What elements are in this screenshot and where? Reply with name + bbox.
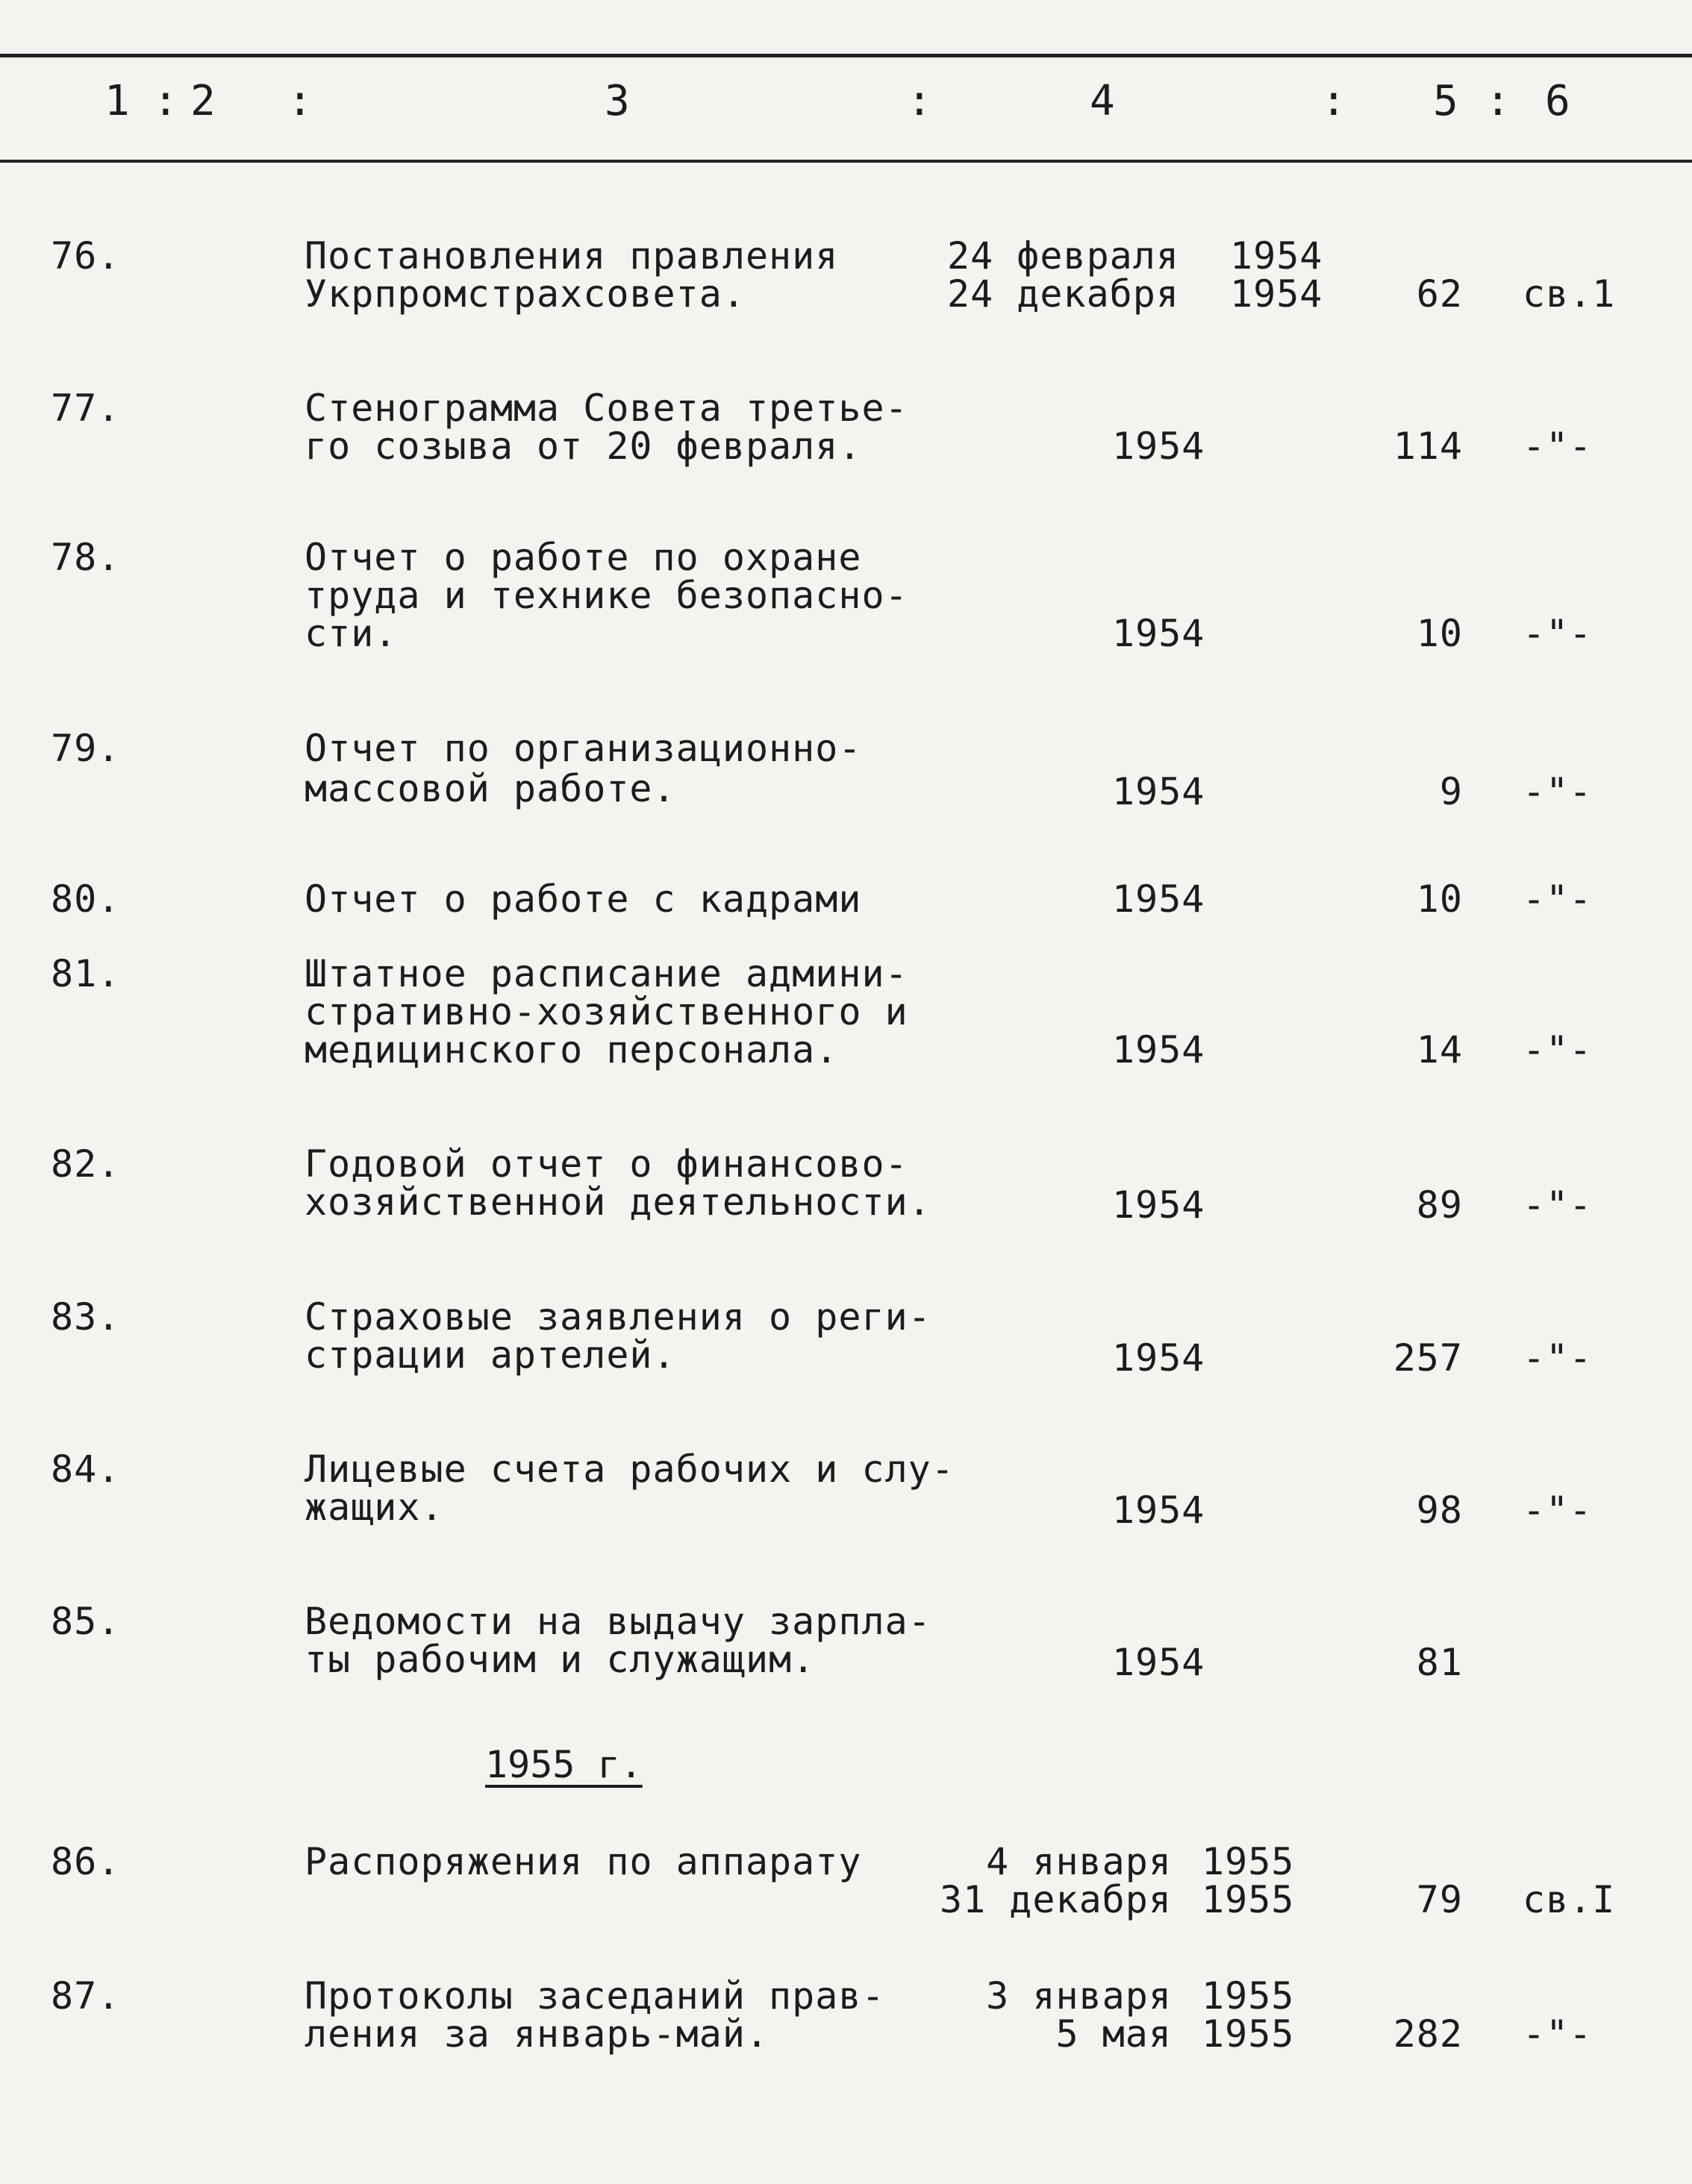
row-sheet-count: 282	[1393, 2012, 1463, 2056]
column-header-1: 1	[104, 77, 130, 125]
column-separator: :	[1485, 77, 1511, 125]
row-title-line: го созыва от 20 февраля.	[305, 425, 862, 468]
row-title-line: Лицевые счета рабочих и слу-	[305, 1448, 955, 1491]
row-date-start-year: 1954	[1230, 234, 1323, 278]
row-sheet-count: 114	[1393, 425, 1463, 468]
row-title-line: стративно-хозяйственного и	[305, 990, 908, 1033]
row-note: -"-	[1523, 425, 1593, 468]
row-year: 1954	[1112, 1489, 1205, 1532]
row-note: -"-	[1523, 1028, 1593, 1071]
row-title-line: Распоряжения по аппарату	[305, 1840, 862, 1883]
row-note: -"-	[1523, 877, 1593, 921]
row-number: 76.	[51, 234, 121, 278]
row-number: 87.	[51, 1974, 121, 2018]
row-note: -"-	[1523, 1489, 1593, 1532]
column-separator: :	[153, 77, 178, 125]
header-top-rule	[0, 54, 1692, 57]
row-number: 82.	[51, 1142, 121, 1186]
row-year: 1954	[1112, 612, 1205, 655]
row-number: 86.	[51, 1840, 121, 1883]
row-note: -"-	[1523, 1183, 1593, 1227]
row-sheet-count: 62	[1416, 272, 1463, 316]
section-heading-1955: 1955 г.	[485, 1743, 643, 1786]
row-title-line: ты рабочим и служащим.	[305, 1638, 816, 1681]
row-title-line: Стенограмма Совета третье-	[305, 387, 908, 430]
row-number: 80.	[51, 877, 121, 921]
row-title-line: труда и технике безопасно-	[305, 574, 908, 617]
row-date-start: 4 января	[986, 1840, 1172, 1883]
column-header-3: 3	[605, 77, 630, 125]
row-title-line: Отчет о работе с кадрами	[305, 877, 862, 921]
row-sheet-count: 98	[1416, 1489, 1463, 1532]
column-header-4: 4	[1090, 77, 1115, 125]
row-year: 1954	[1112, 1641, 1205, 1684]
row-date-start: 24 февраля	[946, 234, 1179, 278]
header-bottom-rule	[0, 160, 1692, 163]
column-header-2: 2	[190, 77, 216, 125]
row-note: -"-	[1523, 2012, 1593, 2056]
row-year: 1954	[1112, 1183, 1205, 1227]
row-date-start-year: 1955	[1202, 1840, 1295, 1883]
row-sheet-count: 81	[1416, 1641, 1463, 1684]
row-title-line: ления за январь-май.	[305, 2012, 769, 2056]
row-title-line: Постановления правления	[305, 234, 839, 278]
row-sheet-count: 14	[1416, 1028, 1463, 1071]
column-separator: :	[1321, 77, 1346, 125]
row-title-line: хозяйственной деятельности.	[305, 1180, 931, 1224]
row-title-line: Штатное расписание админи-	[305, 952, 908, 995]
row-title-line: Укрпромстрахсовета.	[305, 272, 746, 316]
row-note: св.1	[1523, 272, 1616, 316]
row-date-end-year: 1954	[1230, 272, 1323, 316]
row-sheet-count: 89	[1416, 1183, 1463, 1227]
row-note: св.I	[1523, 1878, 1616, 1921]
row-number: 84.	[51, 1448, 121, 1491]
row-title-line: Отчет по организационно-	[305, 727, 862, 770]
row-sheet-count: 79	[1416, 1878, 1463, 1921]
column-header-6: 6	[1545, 77, 1570, 125]
row-year: 1954	[1112, 1336, 1205, 1380]
row-note: -"-	[1523, 612, 1593, 655]
row-year: 1954	[1112, 425, 1205, 468]
row-number: 81.	[51, 952, 121, 995]
row-note: -"-	[1523, 770, 1593, 813]
row-title-line: Протоколы заседаний прав-	[305, 1974, 885, 2018]
row-number: 85.	[51, 1600, 121, 1643]
row-date-end: 31 декабря	[939, 1878, 1172, 1921]
row-title-line: сти.	[305, 612, 398, 655]
row-title-line: Годовой отчет о финансово-	[305, 1142, 908, 1186]
column-header-5: 5	[1433, 77, 1458, 125]
row-year: 1954	[1112, 1028, 1205, 1071]
row-sheet-count: 9	[1439, 770, 1463, 813]
row-number: 79.	[51, 727, 121, 770]
row-year: 1954	[1112, 877, 1205, 921]
row-title-line: страции артелей.	[305, 1333, 676, 1377]
row-title-line: Отчет о работе по охране	[305, 536, 862, 579]
row-date-end-year: 1955	[1202, 1878, 1295, 1921]
row-title-line: медицинского персонала.	[305, 1028, 839, 1071]
row-date-end: 5 мая	[1055, 2012, 1172, 2056]
row-date-end: 24 декабря	[946, 272, 1179, 316]
row-title-line: Страховые заявления о реги-	[305, 1295, 931, 1339]
row-sheet-count: 10	[1416, 612, 1463, 655]
row-date-start-year: 1955	[1202, 1974, 1295, 2018]
row-title-line: массовой работе.	[305, 767, 676, 810]
row-title-line: жащих.	[305, 1486, 444, 1529]
row-number: 77.	[51, 387, 121, 430]
row-sheet-count: 257	[1393, 1336, 1463, 1380]
row-date-start: 3 января	[986, 1974, 1172, 2018]
column-separator: :	[907, 77, 932, 125]
row-date-end-year: 1955	[1202, 2012, 1295, 2056]
row-note: -"-	[1523, 1336, 1593, 1380]
row-title-line: Ведомости на выдачу зарпла-	[305, 1600, 931, 1643]
row-number: 78.	[51, 536, 121, 579]
row-year: 1954	[1112, 770, 1205, 813]
row-sheet-count: 10	[1416, 877, 1463, 921]
row-number: 83.	[51, 1295, 121, 1339]
column-separator: :	[287, 77, 313, 125]
